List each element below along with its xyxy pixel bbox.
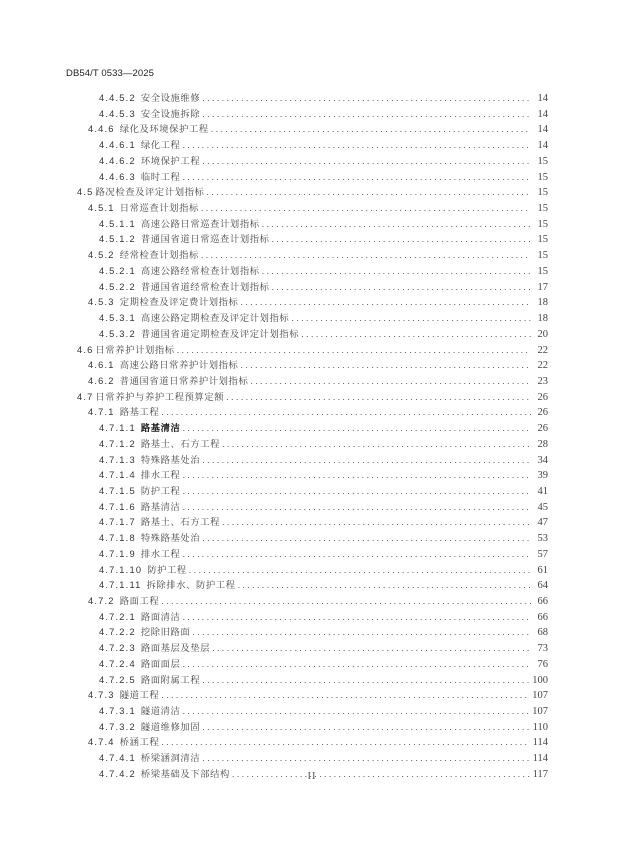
toc-page-number: 73 — [537, 643, 548, 655]
toc-entry-line[interactable] — [88, 594, 548, 610]
toc-section-title: 路面基层及垫层 — [140, 643, 211, 655]
toc-entry[interactable] — [0, 673, 624, 689]
toc-leader-dots — [222, 515, 531, 531]
toc-entry-line[interactable] — [99, 91, 548, 107]
toc-section-number: 4.7.2.3 — [99, 643, 136, 654]
toc-section-title: 路况检查及评定计划指标 — [95, 187, 205, 199]
toc-page-number: 14 — [537, 108, 548, 120]
toc-section-number: 4.7.3 — [88, 690, 115, 701]
toc-section-title: 安全设施拆除 — [140, 108, 201, 120]
toc-entry-line[interactable] — [88, 201, 548, 217]
toc-entry-line[interactable] — [99, 264, 548, 280]
toc-leader-dots — [202, 91, 531, 107]
toc-page-number: 14 — [537, 140, 548, 152]
toc-page-number: 64 — [537, 580, 548, 592]
toc-entry-line[interactable] — [88, 295, 548, 311]
toc-section-title: 绿化工程 — [140, 140, 181, 152]
toc-leader-dots — [202, 673, 529, 689]
toc-page-number: 39 — [537, 470, 548, 482]
toc-section-number: 4.6.2 — [88, 375, 115, 386]
toc-section-title: 普通国省道日常养护计划指标 — [119, 375, 249, 387]
toc-entry-line[interactable] — [99, 641, 548, 657]
toc-entry[interactable] — [0, 327, 624, 343]
toc-section-number: 4.7.1 — [88, 407, 115, 418]
toc-leader-dots — [222, 437, 531, 453]
toc-entry[interactable] — [0, 720, 624, 736]
toc-entry-line[interactable] — [88, 405, 548, 421]
page-number-footer: II — [307, 771, 317, 782]
toc-entry[interactable] — [0, 531, 624, 547]
toc-page-number: 117 — [532, 768, 548, 780]
toc-entry[interactable] — [0, 390, 624, 406]
toc-section-number: 4.5.2 — [88, 250, 115, 261]
toc-section-number: 4.4.6.1 — [99, 140, 136, 151]
toc-leader-dots — [291, 311, 531, 327]
toc-page-number: 15 — [537, 265, 548, 277]
toc-entry[interactable] — [0, 453, 624, 469]
toc-section-number: 4.7.2.5 — [99, 674, 136, 685]
toc-entry-line[interactable] — [99, 673, 548, 689]
toc-entry-line[interactable] — [99, 138, 548, 154]
toc-leader-dots — [202, 720, 529, 736]
toc-page-number: 34 — [537, 454, 548, 466]
toc-entry-line[interactable] — [99, 751, 548, 767]
toc-leader-dots — [272, 232, 531, 248]
toc-section-number: 4.7.4.1 — [99, 753, 136, 764]
toc-entry[interactable] — [0, 122, 624, 138]
toc-entry-line[interactable] — [99, 311, 548, 327]
toc-section-number: 4.5.1.1 — [99, 218, 136, 229]
toc-page-number: 61 — [537, 564, 548, 576]
toc-entry[interactable] — [0, 138, 624, 154]
toc-entry-line[interactable] — [99, 280, 548, 296]
toc-entry[interactable] — [0, 437, 624, 453]
toc-page-number: 15 — [537, 250, 548, 262]
toc-page-number: 15 — [537, 171, 548, 183]
toc-entry-line[interactable] — [88, 248, 548, 264]
toc-section-title: 隧道清洁 — [140, 706, 181, 718]
toc-entry[interactable] — [0, 547, 624, 563]
toc-section-title: 防护工程 — [140, 485, 181, 497]
toc-section-number: 4.7.1.3 — [99, 454, 136, 465]
toc-leader-dots — [182, 468, 531, 484]
toc-section-title: 普通国省道定期检查及评定计划指标 — [140, 328, 300, 340]
toc-section-title: 高速公路日常巡查计划指标 — [140, 218, 260, 230]
toc-entry[interactable] — [0, 358, 624, 374]
toc-leader-dots — [211, 122, 531, 138]
toc-section-title: 路面附属工程 — [140, 674, 201, 686]
toc-entry-line[interactable] — [99, 170, 548, 186]
toc-section-number: 4.7.1.5 — [99, 485, 136, 496]
toc-entry[interactable] — [0, 217, 624, 233]
toc-page-number: 107 — [532, 706, 548, 718]
toc-section-title: 桥涵工程 — [119, 737, 160, 749]
toc-leader-dots — [240, 358, 531, 374]
toc-leader-dots — [182, 421, 531, 437]
toc-section-title: 普通国省道日常巡查计划指标 — [140, 234, 270, 246]
toc-entry-line[interactable] — [99, 531, 548, 547]
toc-page-number: 66 — [537, 596, 548, 607]
toc-entry-line[interactable] — [77, 390, 548, 406]
toc-entry-line[interactable] — [99, 154, 548, 170]
toc-entry-line[interactable] — [77, 185, 548, 201]
toc-page-number: 17 — [537, 281, 548, 293]
toc-leader-dots — [192, 625, 531, 641]
toc-entry-line[interactable] — [88, 374, 548, 390]
toc-page-number: 15 — [537, 234, 548, 246]
toc-entry[interactable] — [0, 735, 624, 751]
toc-section-number: 4.7.1.2 — [99, 438, 136, 449]
toc-entry-line[interactable] — [99, 563, 548, 579]
toc-page-number: 26 — [537, 391, 548, 403]
toc-entry[interactable] — [0, 154, 624, 170]
toc-leader-dots — [161, 688, 529, 704]
toc-entry-line[interactable] — [88, 358, 548, 374]
toc-section-title: 路面清洁 — [140, 611, 181, 623]
toc-entry[interactable] — [0, 610, 624, 626]
toc-page-number: 57 — [537, 548, 548, 560]
toc-section-title: 隧道维修加固 — [140, 721, 201, 733]
toc-section-number: 4.5.2.2 — [99, 281, 136, 292]
toc-entry[interactable] — [0, 563, 624, 579]
toc-page-number: 14 — [537, 93, 548, 104]
toc-entry-line[interactable] — [99, 610, 548, 626]
toc-page-number: 18 — [537, 297, 548, 309]
toc-entry[interactable] — [0, 657, 624, 673]
toc-page-number: 114 — [532, 753, 548, 765]
toc-section-number: 4.7.3.1 — [99, 706, 136, 717]
toc-section-title: 环境保护工程 — [140, 155, 201, 167]
toc-entry-line[interactable] — [99, 217, 548, 233]
toc-entry[interactable] — [0, 578, 624, 594]
toc-section-number: 4.5.1.2 — [99, 234, 136, 245]
toc-entry-line[interactable] — [88, 735, 548, 751]
toc-entry-line[interactable] — [99, 468, 548, 484]
toc-leader-dots — [177, 343, 531, 359]
toc-leader-dots — [182, 170, 531, 186]
toc-leader-dots — [262, 264, 531, 280]
toc-section-title: 临时工程 — [140, 171, 181, 183]
toc-section-title: 路基清洁 — [140, 501, 181, 513]
toc-section-title: 挖除旧路面 — [140, 627, 191, 639]
toc-leader-dots — [161, 594, 531, 610]
toc-section-number: 4.5.3.1 — [99, 313, 136, 324]
toc-entry-line[interactable] — [99, 657, 548, 673]
toc-entry-line[interactable] — [99, 107, 548, 123]
toc-entry-line[interactable] — [99, 421, 548, 437]
toc-section-number: 4.7.1.10 — [99, 564, 143, 575]
toc-entry[interactable] — [0, 107, 624, 123]
toc-page-number: 18 — [537, 313, 548, 325]
toc-leader-dots — [201, 201, 531, 217]
toc-section-number: 4.4.6 — [88, 124, 115, 135]
toc-page-number: 23 — [537, 375, 548, 387]
toc-section-number: 4.5.1 — [88, 203, 115, 214]
toc-entry-line[interactable] — [99, 625, 548, 641]
toc-page-number: 22 — [537, 344, 548, 356]
toc-entry[interactable] — [0, 625, 624, 641]
toc-entry-line[interactable] — [88, 688, 548, 704]
toc-entry-line[interactable] — [99, 437, 548, 453]
toc-section-title: 日常养护计划指标 — [95, 344, 175, 356]
toc-entry[interactable] — [0, 500, 624, 516]
toc-entry-line[interactable] — [99, 578, 548, 594]
toc-entry[interactable] — [0, 704, 624, 720]
toc-leader-dots — [202, 107, 531, 123]
toc-section-number: 4.7.1.6 — [99, 501, 136, 512]
toc-leader-dots — [161, 735, 529, 751]
toc-leader-dots — [201, 248, 531, 264]
toc-page-number: 28 — [537, 438, 548, 450]
toc-section-title: 日常养护与养护工程预算定额 — [95, 391, 225, 403]
toc-page-number: 45 — [537, 501, 548, 513]
toc-section-title: 排水工程 — [140, 548, 181, 560]
toc-entry[interactable] — [0, 91, 624, 107]
toc-entry-line[interactable] — [99, 232, 548, 248]
toc-leader-dots — [182, 138, 531, 154]
toc-entry[interactable] — [0, 264, 624, 280]
toc-leader-dots — [272, 280, 531, 296]
toc-entry[interactable] — [0, 751, 624, 767]
toc-entry-line[interactable] — [99, 484, 548, 500]
toc-entry-line[interactable] — [99, 515, 548, 531]
toc-section-title: 特殊路基处治 — [140, 533, 201, 545]
toc-page-number: 15 — [537, 203, 548, 215]
toc-section-title: 高速公路经常检查计划指标 — [140, 265, 260, 277]
toc-section-title: 隧道工程 — [119, 690, 160, 702]
toc-page-number: 66 — [537, 611, 548, 623]
table-of-contents — [0, 91, 624, 783]
toc-section-title: 定期检查及评定费计划指标 — [119, 297, 239, 309]
toc-section-number: 4.4.5.2 — [99, 93, 136, 103]
toc-entry[interactable] — [0, 295, 624, 311]
toc-entry[interactable] — [0, 201, 624, 217]
toc-entry-line[interactable] — [99, 327, 548, 343]
toc-section-title: 路面工程 — [119, 596, 160, 607]
toc-page-number: 41 — [537, 485, 548, 497]
toc-entry[interactable] — [0, 594, 624, 610]
toc-section-title: 高速公路日常养护计划指标 — [119, 360, 239, 372]
toc-section-number: 4.7.2.4 — [99, 658, 136, 669]
toc-section-number: 4.7.1.9 — [99, 548, 136, 559]
toc-entry-line[interactable] — [99, 500, 548, 516]
toc-leader-dots — [226, 390, 531, 406]
toc-entry[interactable] — [0, 374, 624, 390]
toc-section-title: 特殊路基处治 — [140, 454, 201, 466]
toc-entry[interactable] — [0, 232, 624, 248]
toc-leader-dots — [212, 641, 531, 657]
toc-section-number: 4.4.6.2 — [99, 155, 136, 166]
toc-page-number: 20 — [537, 328, 548, 340]
toc-leader-dots — [238, 578, 531, 594]
toc-section-title: 桥梁基础及下部结构 — [140, 768, 230, 780]
toc-section-title: 日常巡查计划指标 — [119, 203, 199, 215]
toc-section-number: 4.5.2.1 — [99, 265, 136, 276]
toc-section-number: 4.7.1.8 — [99, 533, 136, 544]
toc-leader-dots — [182, 610, 531, 626]
toc-leader-dots — [182, 704, 529, 720]
toc-page-number: 14 — [537, 124, 548, 136]
toc-leader-dots — [202, 154, 531, 170]
toc-section-number: 4.7.1.1 — [99, 423, 136, 434]
toc-page-number: 47 — [537, 517, 548, 529]
toc-section-number: 4.6.1 — [88, 360, 115, 371]
toc-section-title: 路基土、石方工程 — [140, 517, 221, 529]
toc-section-number: 4.7 — [77, 391, 94, 402]
toc-section-title: 路面面层 — [140, 658, 181, 670]
toc-section-number: 4.5.3.2 — [99, 328, 136, 339]
toc-leader-dots — [202, 751, 529, 767]
toc-entry[interactable] — [0, 185, 624, 201]
toc-section-title: 绿化及环境保护工程 — [119, 124, 209, 136]
toc-page-number: 26 — [537, 407, 548, 419]
toc-section-number: 4.7.3.2 — [99, 721, 136, 732]
toc-entry[interactable] — [0, 343, 624, 359]
toc-section-number: 4.7.1.11 — [99, 580, 142, 591]
toc-entry[interactable] — [0, 421, 624, 437]
toc-leader-dots — [240, 295, 531, 311]
toc-page-number: 26 — [537, 423, 548, 435]
toc-leader-dots — [161, 405, 531, 421]
toc-entry-line[interactable] — [88, 122, 548, 138]
toc-page-number: 15 — [537, 218, 548, 230]
toc-section-title: 路基工程 — [119, 407, 160, 419]
toc-page-number: 100 — [532, 674, 548, 686]
toc-entry[interactable] — [0, 280, 624, 296]
toc-section-title: 桥梁涵洞清洁 — [140, 753, 201, 765]
toc-entry[interactable] — [0, 170, 624, 186]
toc-entry[interactable] — [0, 484, 624, 500]
toc-section-number: 4.4.5.3 — [99, 108, 136, 119]
toc-entry[interactable] — [0, 468, 624, 484]
toc-entry[interactable] — [0, 641, 624, 657]
toc-section-title: 安全设施维修 — [140, 93, 201, 104]
toc-section-title: 排水工程 — [140, 470, 181, 482]
toc-leader-dots — [182, 500, 531, 516]
toc-section-title: 普通国省道经常检查计划指标 — [140, 281, 270, 293]
toc-page-number: 76 — [537, 658, 548, 670]
toc-section-title: 防护工程 — [147, 564, 187, 576]
toc-leader-dots — [202, 453, 531, 469]
toc-page-number: 53 — [537, 533, 548, 545]
toc-page-number: 15 — [537, 187, 548, 199]
toc-entry[interactable] — [0, 515, 624, 531]
toc-entry[interactable] — [0, 311, 624, 327]
toc-section-number: 4.7.4 — [88, 737, 115, 748]
toc-page-number: 114 — [532, 737, 548, 749]
toc-entry-line[interactable] — [99, 720, 548, 736]
toc-entry[interactable] — [0, 688, 624, 704]
toc-entry-line[interactable] — [77, 343, 548, 359]
toc-entry-line[interactable] — [99, 453, 548, 469]
toc-leader-dots — [182, 547, 531, 563]
toc-section-number: 4.7.4.2 — [99, 768, 136, 779]
toc-section-title: 高速公路定期检查及评定计划指标 — [140, 313, 290, 325]
toc-section-title: 路基清洁 — [140, 423, 181, 435]
toc-section-number: 4.4.6.3 — [99, 171, 136, 182]
toc-section-number: 4.5 — [77, 187, 94, 198]
toc-section-number: 4.7.1.4 — [99, 470, 136, 481]
toc-leader-dots — [262, 217, 531, 233]
toc-leader-dots — [301, 327, 531, 343]
toc-section-title: 经常检查计划指标 — [119, 250, 199, 262]
toc-page-number: 68 — [537, 627, 548, 639]
toc-leader-dots — [202, 531, 531, 547]
toc-leader-dots — [189, 563, 531, 579]
toc-page-number: 15 — [537, 155, 548, 167]
toc-entry[interactable] — [0, 248, 624, 264]
toc-section-number: 4.7.2.1 — [99, 611, 136, 622]
toc-leader-dots — [206, 185, 531, 201]
toc-section-number: 4.7.2.2 — [99, 627, 136, 638]
toc-page-number: 110 — [532, 721, 548, 733]
toc-section-number: 4.6 — [77, 344, 94, 355]
toc-entry[interactable] — [0, 405, 624, 421]
toc-page-number: 22 — [537, 360, 548, 372]
toc-section-title: 拆除排水、防护工程 — [146, 580, 236, 592]
toc-leader-dots — [250, 374, 531, 390]
toc-leader-dots — [182, 484, 531, 500]
document-code-header: DB54/T 0533—2025 — [66, 68, 155, 79]
toc-section-number: 4.5.3 — [88, 297, 115, 308]
toc-entry-line[interactable] — [99, 704, 548, 720]
toc-entry-line[interactable] — [99, 547, 548, 563]
toc-leader-dots — [182, 657, 531, 673]
toc-page-number: 107 — [532, 690, 548, 702]
toc-section-title: 路基土、石方工程 — [140, 438, 221, 450]
toc-section-number: 4.7.2 — [88, 596, 115, 606]
toc-section-number: 4.7.1.7 — [99, 517, 136, 528]
